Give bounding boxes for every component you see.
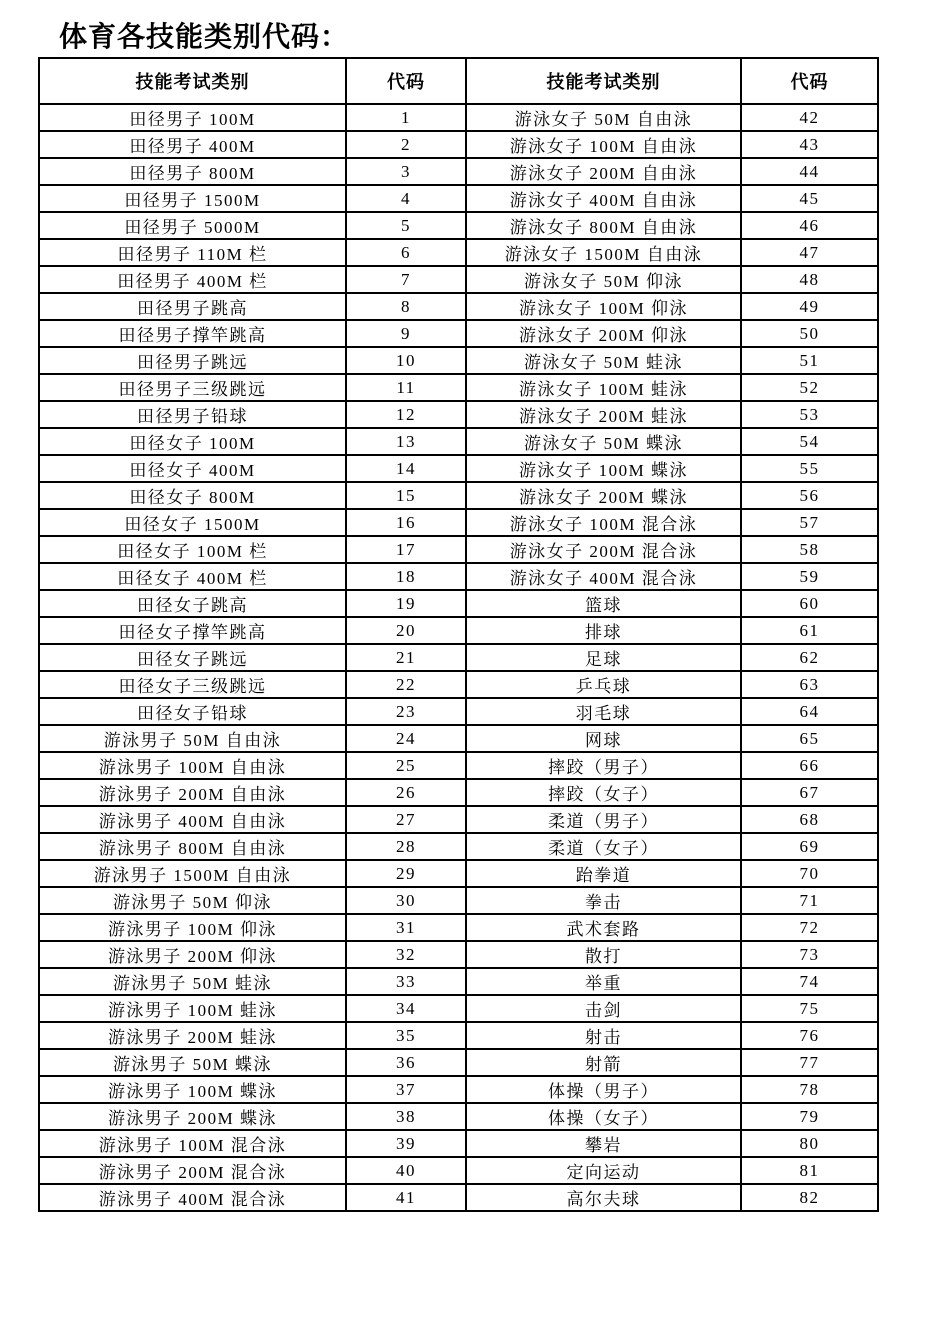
code-cell-right: 80 (741, 1130, 878, 1157)
code-cell-left: 23 (346, 698, 466, 725)
category-cell-right: 游泳女子 400M 混合泳 (466, 563, 741, 590)
table-row (39, 428, 878, 455)
category-cell-left: 田径男子跳高 (39, 293, 346, 320)
category-cell-right: 网球 (466, 725, 741, 752)
category-cell-left: 田径男子 100M (39, 104, 346, 131)
table-row (39, 1184, 878, 1211)
category-cell-right: 游泳女子 200M 蝶泳 (466, 482, 741, 509)
category-cell-right: 游泳女子 200M 蛙泳 (466, 401, 741, 428)
category-cell-left: 田径女子 800M (39, 482, 346, 509)
code-cell-left: 14 (346, 455, 466, 482)
table-row (39, 1103, 878, 1130)
category-cell-left: 田径女子 1500M (39, 509, 346, 536)
code-cell-left: 15 (346, 482, 466, 509)
table-row (39, 266, 878, 293)
category-cell-right: 柔道（男子） (466, 806, 741, 833)
code-cell-left: 10 (346, 347, 466, 374)
category-cell-left: 田径女子跳远 (39, 644, 346, 671)
code-cell-right: 53 (741, 401, 878, 428)
category-cell-left: 田径男子 400M (39, 131, 346, 158)
code-cell-left: 5 (346, 212, 466, 239)
category-cell-left: 游泳男子 1500M 自由泳 (39, 860, 346, 887)
code-cell-right: 60 (741, 590, 878, 617)
table-row (39, 1076, 878, 1103)
category-cell-left: 游泳男子 200M 蝶泳 (39, 1103, 346, 1130)
category-cell-left: 游泳男子 50M 蛙泳 (39, 968, 346, 995)
table-row (39, 563, 878, 590)
category-cell-left: 游泳男子 400M 混合泳 (39, 1184, 346, 1211)
code-cell-right: 82 (741, 1184, 878, 1211)
table-body (39, 104, 878, 1211)
code-cell-left: 33 (346, 968, 466, 995)
table-row (39, 1022, 878, 1049)
category-cell-right: 羽毛球 (466, 698, 741, 725)
category-cell-left: 田径女子 100M (39, 428, 346, 455)
code-cell-left: 19 (346, 590, 466, 617)
table-row (39, 212, 878, 239)
category-cell-right: 游泳女子 1500M 自由泳 (466, 239, 741, 266)
category-cell-right: 游泳女子 200M 混合泳 (466, 536, 741, 563)
category-cell-right: 击剑 (466, 995, 741, 1022)
category-cell-left: 游泳男子 100M 蝶泳 (39, 1076, 346, 1103)
code-cell-left: 20 (346, 617, 466, 644)
table-row (39, 995, 878, 1022)
code-cell-right: 57 (741, 509, 878, 536)
code-cell-right: 61 (741, 617, 878, 644)
code-cell-left: 22 (346, 671, 466, 698)
code-cell-left: 38 (346, 1103, 466, 1130)
category-cell-left: 游泳男子 800M 自由泳 (39, 833, 346, 860)
page-title: 体育各技能类别代码： (59, 21, 350, 52)
table-row (39, 320, 878, 347)
category-cell-left: 田径男子 5000M (39, 212, 346, 239)
category-cell-left: 田径男子 1500M (39, 185, 346, 212)
code-cell-right: 77 (741, 1049, 878, 1076)
code-cell-left: 2 (346, 131, 466, 158)
category-cell-left: 游泳男子 400M 自由泳 (39, 806, 346, 833)
category-cell-left: 田径女子 400M 栏 (39, 563, 346, 590)
category-cell-left: 田径男子三级跳远 (39, 374, 346, 401)
table-row (39, 644, 878, 671)
category-cell-right: 拳击 (466, 887, 741, 914)
table-row (39, 806, 878, 833)
code-cell-right: 56 (741, 482, 878, 509)
code-cell-left: 11 (346, 374, 466, 401)
code-cell-right: 59 (741, 563, 878, 590)
category-cell-left: 田径女子 100M 栏 (39, 536, 346, 563)
code-cell-right: 72 (741, 914, 878, 941)
category-cell-left: 游泳男子 200M 混合泳 (39, 1157, 346, 1184)
category-cell-right: 游泳女子 50M 蛙泳 (466, 347, 741, 374)
table-row (39, 482, 878, 509)
category-cell-left: 田径男子铅球 (39, 401, 346, 428)
code-cell-right: 54 (741, 428, 878, 455)
table-row (39, 617, 878, 644)
code-cell-left: 13 (346, 428, 466, 455)
code-cell-left: 37 (346, 1076, 466, 1103)
category-cell-left: 田径男子 800M (39, 158, 346, 185)
table-row (39, 347, 878, 374)
header-row (39, 58, 878, 104)
category-cell-left: 游泳男子 100M 仰泳 (39, 914, 346, 941)
code-cell-right: 45 (741, 185, 878, 212)
table-row (39, 104, 878, 131)
code-cell-right: 44 (741, 158, 878, 185)
category-cell-right: 体操（女子） (466, 1103, 741, 1130)
code-cell-left: 40 (346, 1157, 466, 1184)
code-cell-right: 43 (741, 131, 878, 158)
category-cell-left: 田径男子撑竿跳高 (39, 320, 346, 347)
table-row (39, 752, 878, 779)
category-cell-right: 射击 (466, 1022, 741, 1049)
category-cell-right: 游泳女子 50M 自由泳 (466, 104, 741, 131)
category-cell-right: 游泳女子 400M 自由泳 (466, 185, 741, 212)
category-cell-right: 高尔夫球 (466, 1184, 741, 1211)
code-cell-right: 75 (741, 995, 878, 1022)
category-cell-left: 田径女子跳高 (39, 590, 346, 617)
code-cell-left: 9 (346, 320, 466, 347)
category-cell-right: 游泳女子 200M 仰泳 (466, 320, 741, 347)
table-row (39, 158, 878, 185)
code-cell-right: 64 (741, 698, 878, 725)
category-cell-left: 田径女子铅球 (39, 698, 346, 725)
code-cell-right: 71 (741, 887, 878, 914)
code-cell-right: 66 (741, 752, 878, 779)
table-row (39, 1049, 878, 1076)
code-cell-left: 39 (346, 1130, 466, 1157)
category-cell-right: 游泳女子 100M 自由泳 (466, 131, 741, 158)
category-cell-right: 足球 (466, 644, 741, 671)
category-cell-right: 游泳女子 200M 自由泳 (466, 158, 741, 185)
code-cell-left: 18 (346, 563, 466, 590)
code-cell-right: 55 (741, 455, 878, 482)
category-cell-right: 游泳女子 800M 自由泳 (466, 212, 741, 239)
table-row (39, 401, 878, 428)
table-row (39, 671, 878, 698)
table-row (39, 509, 878, 536)
header-code-right: 代码 (741, 58, 878, 104)
header-category-left: 技能考试类别 (39, 58, 346, 104)
category-cell-right: 摔跤（男子） (466, 752, 741, 779)
category-cell-left: 田径女子撑竿跳高 (39, 617, 346, 644)
category-cell-right: 乒乓球 (466, 671, 741, 698)
category-cell-right: 游泳女子 100M 蛙泳 (466, 374, 741, 401)
category-cell-right: 摔跤（女子） (466, 779, 741, 806)
table-row (39, 941, 878, 968)
table-row (39, 698, 878, 725)
category-cell-left: 游泳男子 100M 蛙泳 (39, 995, 346, 1022)
code-cell-right: 46 (741, 212, 878, 239)
category-cell-right: 体操（男子） (466, 1076, 741, 1103)
table-row (39, 374, 878, 401)
category-cell-right: 游泳女子 100M 蝶泳 (466, 455, 741, 482)
header-code-left: 代码 (346, 58, 466, 104)
category-cell-left: 田径男子 110M 栏 (39, 239, 346, 266)
table-row (39, 1157, 878, 1184)
category-cell-right: 排球 (466, 617, 741, 644)
code-cell-left: 25 (346, 752, 466, 779)
code-cell-left: 1 (346, 104, 466, 131)
code-cell-left: 3 (346, 158, 466, 185)
category-cell-right: 散打 (466, 941, 741, 968)
category-cell-right: 定向运动 (466, 1157, 741, 1184)
category-cell-left: 田径男子跳远 (39, 347, 346, 374)
code-cell-left: 34 (346, 995, 466, 1022)
code-cell-right: 67 (741, 779, 878, 806)
code-cell-right: 49 (741, 293, 878, 320)
category-cell-right: 攀岩 (466, 1130, 741, 1157)
code-cell-left: 21 (346, 644, 466, 671)
code-cell-left: 8 (346, 293, 466, 320)
code-cell-left: 7 (346, 266, 466, 293)
category-cell-right: 射箭 (466, 1049, 741, 1076)
header-category-right: 技能考试类别 (466, 58, 741, 104)
table-row (39, 455, 878, 482)
category-cell-right: 游泳女子 50M 仰泳 (466, 266, 741, 293)
code-cell-left: 31 (346, 914, 466, 941)
category-cell-right: 跆拳道 (466, 860, 741, 887)
category-cell-left: 游泳男子 50M 自由泳 (39, 725, 346, 752)
category-cell-right: 游泳女子 100M 仰泳 (466, 293, 741, 320)
code-cell-right: 70 (741, 860, 878, 887)
category-cell-right: 举重 (466, 968, 741, 995)
table-header (39, 58, 878, 104)
code-cell-right: 65 (741, 725, 878, 752)
code-cell-right: 52 (741, 374, 878, 401)
code-cell-left: 17 (346, 536, 466, 563)
category-cell-right: 武术套路 (466, 914, 741, 941)
table-row (39, 131, 878, 158)
table-row (39, 293, 878, 320)
category-cell-left: 游泳男子 200M 自由泳 (39, 779, 346, 806)
category-cell-left: 田径女子 400M (39, 455, 346, 482)
code-cell-right: 50 (741, 320, 878, 347)
code-cell-right: 69 (741, 833, 878, 860)
code-cell-left: 35 (346, 1022, 466, 1049)
category-cell-right: 游泳女子 50M 蝶泳 (466, 428, 741, 455)
skill-codes-table (38, 57, 879, 1212)
category-cell-left: 游泳男子 200M 蛙泳 (39, 1022, 346, 1049)
code-cell-right: 48 (741, 266, 878, 293)
code-cell-left: 16 (346, 509, 466, 536)
code-cell-right: 74 (741, 968, 878, 995)
code-cell-left: 27 (346, 806, 466, 833)
code-cell-left: 12 (346, 401, 466, 428)
code-cell-left: 30 (346, 887, 466, 914)
table-row (39, 239, 878, 266)
category-cell-left: 游泳男子 50M 仰泳 (39, 887, 346, 914)
code-cell-right: 58 (741, 536, 878, 563)
category-cell-right: 游泳女子 100M 混合泳 (466, 509, 741, 536)
code-cell-right: 62 (741, 644, 878, 671)
code-cell-right: 81 (741, 1157, 878, 1184)
table-row (39, 1130, 878, 1157)
category-cell-left: 游泳男子 100M 自由泳 (39, 752, 346, 779)
code-cell-right: 47 (741, 239, 878, 266)
code-cell-right: 76 (741, 1022, 878, 1049)
code-cell-left: 41 (346, 1184, 466, 1211)
code-cell-right: 73 (741, 941, 878, 968)
table-row (39, 779, 878, 806)
code-cell-right: 51 (741, 347, 878, 374)
code-cell-right: 42 (741, 104, 878, 131)
code-cell-left: 26 (346, 779, 466, 806)
code-cell-left: 24 (346, 725, 466, 752)
code-cell-left: 6 (346, 239, 466, 266)
category-cell-right: 柔道（女子） (466, 833, 741, 860)
table-row (39, 833, 878, 860)
code-cell-left: 36 (346, 1049, 466, 1076)
category-cell-left: 田径男子 400M 栏 (39, 266, 346, 293)
category-cell-left: 游泳男子 100M 混合泳 (39, 1130, 346, 1157)
category-cell-left: 田径女子三级跳远 (39, 671, 346, 698)
table-row (39, 725, 878, 752)
code-cell-left: 4 (346, 185, 466, 212)
code-cell-right: 79 (741, 1103, 878, 1130)
code-cell-left: 29 (346, 860, 466, 887)
code-cell-left: 28 (346, 833, 466, 860)
code-cell-left: 32 (346, 941, 466, 968)
table-row (39, 185, 878, 212)
table-row (39, 536, 878, 563)
table-row (39, 914, 878, 941)
code-cell-right: 68 (741, 806, 878, 833)
table-row (39, 860, 878, 887)
table-row (39, 590, 878, 617)
table-row (39, 887, 878, 914)
category-cell-right: 篮球 (466, 590, 741, 617)
code-cell-right: 63 (741, 671, 878, 698)
table-row (39, 968, 878, 995)
code-cell-right: 78 (741, 1076, 878, 1103)
category-cell-left: 游泳男子 50M 蝶泳 (39, 1049, 346, 1076)
category-cell-left: 游泳男子 200M 仰泳 (39, 941, 346, 968)
